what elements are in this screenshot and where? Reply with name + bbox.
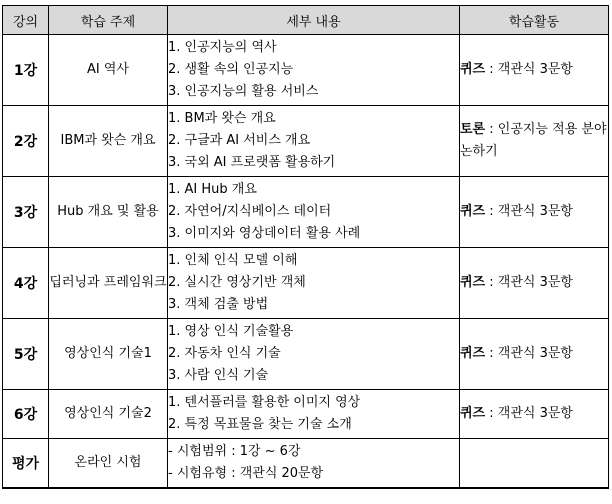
detail-item: 2. 생활 속의 인공지능 bbox=[168, 62, 294, 77]
lecture-activity bbox=[460, 177, 609, 248]
detail-item: 3. 사람 인식 기술 bbox=[168, 368, 269, 383]
activity-type: 토론 bbox=[460, 122, 486, 137]
table-row bbox=[3, 248, 609, 319]
lecture-details bbox=[168, 35, 460, 106]
detail-item: 2. 자연어/지식베이스 데이터 bbox=[168, 204, 332, 219]
activity-desc: : 객관식 3문항 bbox=[485, 275, 573, 290]
header-lecture: 강의 bbox=[3, 6, 49, 35]
lecture-details bbox=[168, 439, 460, 489]
table-row bbox=[3, 177, 609, 248]
detail-item: 3. 이미지와 영상데이터 활용 사례 bbox=[168, 226, 361, 241]
lecture-topic: IBM과 왓슨 개요 bbox=[49, 106, 168, 177]
lecture-activity bbox=[460, 390, 609, 439]
detail-item: 3. 인공지능의 활용 서비스 bbox=[168, 84, 319, 99]
header-activity: 학습활동 bbox=[460, 6, 609, 35]
lecture-number: 평가 bbox=[3, 439, 49, 489]
activity-type: 퀴즈 bbox=[460, 346, 486, 361]
lecture-details bbox=[168, 106, 460, 177]
lecture-topic: 딥러닝과 프레임워크 bbox=[49, 248, 168, 319]
detail-item: 1. AI Hub 개요 bbox=[168, 182, 257, 197]
activity-type: 퀴즈 bbox=[460, 275, 486, 290]
activity-type: 퀴즈 bbox=[460, 406, 486, 421]
lecture-number: 5강 bbox=[3, 319, 49, 390]
lecture-number: 4강 bbox=[3, 248, 49, 319]
detail-item: 1. 영상 인식 기술활용 bbox=[168, 324, 294, 339]
lecture-details bbox=[168, 248, 460, 319]
header-row bbox=[3, 6, 609, 35]
activity-desc: : 객관식 3문항 bbox=[485, 204, 573, 219]
lecture-topic: Hub 개요 및 활용 bbox=[49, 177, 168, 248]
detail-item: 2. 실시간 영상기반 객체 bbox=[168, 275, 306, 290]
table-row bbox=[3, 390, 609, 439]
lecture-details bbox=[168, 177, 460, 248]
lecture-number: 3강 bbox=[3, 177, 49, 248]
lecture-activity bbox=[460, 248, 609, 319]
detail-item: 2. 특정 목표물을 찾는 기술 소개 bbox=[168, 417, 352, 432]
lecture-topic: AI 역사 bbox=[49, 35, 168, 106]
header-topic: 학습 주제 bbox=[49, 6, 168, 35]
activity-desc: : 인공지능 적용 분야 논하기 bbox=[460, 122, 607, 159]
lecture-activity bbox=[460, 35, 609, 106]
table-row bbox=[3, 319, 609, 390]
detail-item: 1. BM과 왓슨 개요 bbox=[168, 111, 276, 126]
table-row bbox=[3, 106, 609, 177]
lecture-activity bbox=[460, 106, 609, 177]
detail-item: - 시험유형 : 객관식 20문항 bbox=[168, 466, 324, 481]
activity-desc: : 객관식 3문항 bbox=[485, 62, 573, 77]
lecture-details bbox=[168, 319, 460, 390]
activity-desc: : 객관식 3문항 bbox=[485, 406, 573, 421]
lecture-topic: 영상인식 기술1 bbox=[49, 319, 168, 390]
lecture-number: 6강 bbox=[3, 390, 49, 439]
detail-item: - 시험범위 : 1강 ~ 6강 bbox=[168, 444, 301, 459]
activity-type: 퀴즈 bbox=[460, 204, 486, 219]
lecture-activity bbox=[460, 319, 609, 390]
syllabus-table bbox=[2, 5, 609, 489]
detail-item: 2. 자동차 인식 기술 bbox=[168, 346, 281, 361]
detail-item: 1. 텐서플러를 활용한 이미지 영상 bbox=[168, 395, 361, 410]
activity-desc: : 객관식 3문항 bbox=[485, 346, 573, 361]
table-row bbox=[3, 439, 609, 489]
lecture-number: 2강 bbox=[3, 106, 49, 177]
lecture-topic: 영상인식 기술2 bbox=[49, 390, 168, 439]
lecture-details bbox=[168, 390, 460, 439]
lecture-topic: 온라인 시험 bbox=[49, 439, 168, 489]
detail-item: 1. 인체 인식 모델 이해 bbox=[168, 253, 298, 268]
header-details: 세부 내용 bbox=[168, 6, 460, 35]
lecture-activity bbox=[460, 439, 609, 489]
activity-type: 퀴즈 bbox=[460, 62, 486, 77]
detail-item: 1. 인공지능의 역사 bbox=[168, 40, 277, 55]
detail-item: 3. 국외 AI 프로랫폼 활용하기 bbox=[168, 155, 336, 170]
detail-item: 3. 객체 검출 방법 bbox=[168, 297, 269, 312]
lecture-number: 1강 bbox=[3, 35, 49, 106]
detail-item: 2. 구글과 AI 서비스 개요 bbox=[168, 133, 311, 148]
table-row bbox=[3, 35, 609, 106]
